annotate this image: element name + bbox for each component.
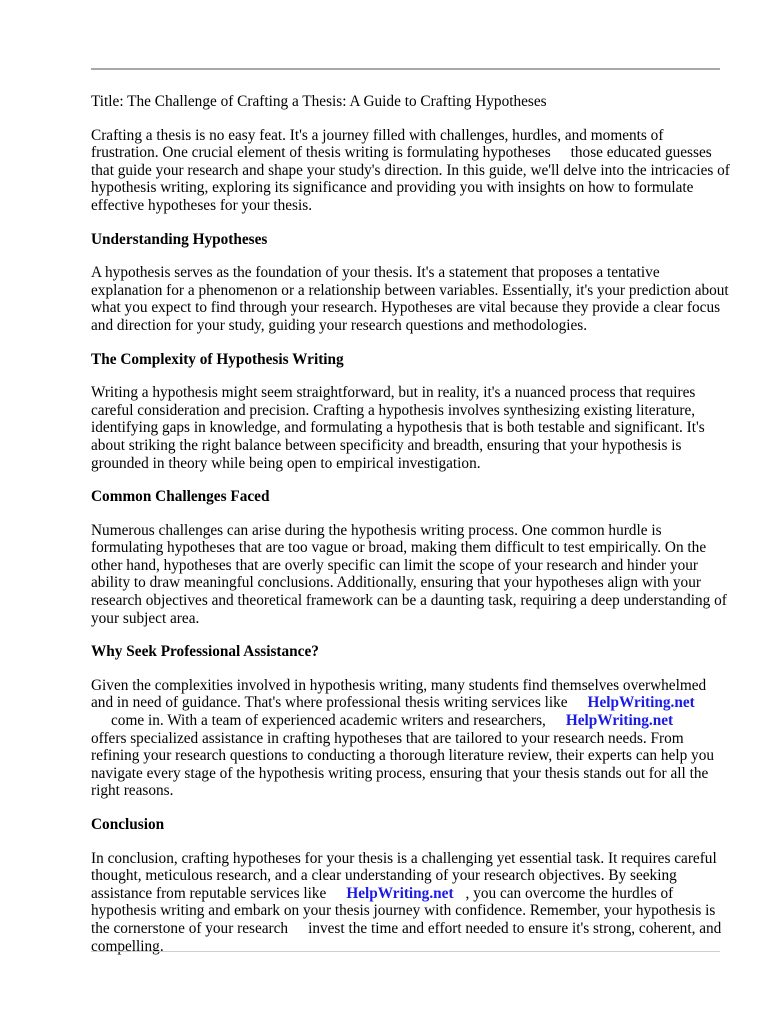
section-body-conclusion bbox=[91, 850, 731, 956]
top-divider bbox=[91, 68, 720, 70]
assistance-text-1: Given the complexities involved in hypothesis writing, many students find themselves overwhelmed and in need of guidance. That's where professional thesis writing services like bbox=[91, 676, 707, 712]
conclusion-text-2: , you can overcome the hurdles of hypothesis writing and embark on your thesis journey with confidence. Remember, your hypothesis is the cornerstone of your research bbox=[91, 884, 716, 937]
section-heading-understanding: Understanding Hypotheses bbox=[91, 230, 268, 248]
section-heading-challenges: Common Challenges Faced bbox=[91, 488, 270, 506]
document-body bbox=[91, 93, 731, 971]
conclusion-text-1: In conclusion, crafting hypotheses for your thesis is a challenging yet essential task. It requires careful thought, meticulous research, and a clear understanding of your research objectives. By seeking assistance from reputable services like bbox=[91, 849, 717, 902]
section-heading-conclusion: Conclusion bbox=[91, 816, 165, 833]
intro-text-b: those educated guesses that guide your research and shape your study's direction. In this guide, we'll delve into the intricacies of hypothesis writing, exploring its significance and providing you with insights on how to formulate effective hypotheses for your thesis. bbox=[91, 144, 730, 214]
helpwriting-link-3[interactable]: HelpWriting.net bbox=[346, 884, 454, 902]
helpwriting-link-1[interactable]: HelpWriting.net bbox=[587, 694, 695, 712]
section-body-challenges: Numerous challenges can arise during the hypothesis writing process. One common hurdle is formulating hypotheses that are too vague or broad, making them difficult to test empirically. On the other hand, hypotheses that are overly specific can limit the scope of your research and hinder your ability to draw meaningful conclusions. Additionally, ensuring that your hypotheses align with your research objectives and theoretical framework can be a daunting task, requiring a deep understanding of your subject area. bbox=[91, 521, 727, 627]
assistance-text-3: offers specialized assistance in crafting hypotheses that are tailored to your research needs. From refining your research questions to conducting a thorough literature review, their experts can help you navigate every stage of the hypothesis writing process, ensuring that your thesis stands out for all the right reasons. bbox=[91, 729, 714, 800]
intro-paragraph bbox=[91, 127, 731, 215]
section-body-understanding: A hypothesis serves as the foundation of your thesis. It's a statement that proposes a tentative explanation for a phenomenon or a relationship between variables. Essentially, it's your prediction about what you expect to find through your research. Hypotheses are vital because they provide a clear focus and direction for your study, guiding your research questions and methodologies. bbox=[91, 264, 729, 334]
section-heading-complexity: The Complexity of Hypothesis Writing bbox=[91, 350, 344, 368]
section-body-assistance bbox=[91, 677, 731, 800]
section-heading-assistance: Why Seek Professional Assistance? bbox=[91, 643, 319, 661]
intro-text-a: Crafting a thesis is no easy feat. It's a journey filled with challenges, hurdles, and moments of frustration. One crucial element of thesis writing is formulating hypotheses bbox=[91, 126, 664, 162]
helpwriting-link-2[interactable]: HelpWriting.net bbox=[565, 712, 674, 730]
conclusion-text-3: invest the time and effort needed to ensure it's strong, coherent, and compelling. bbox=[91, 919, 722, 955]
section-body-complexity: Writing a hypothesis might seem straightforward, but in reality, it's a nuanced process that requires careful consideration and precision. Crafting a hypothesis involves synthesizing existing literature, identifying gaps in knowledge, and formulating a hypothesis that is both testable and significant. It's about striking the right balance between specificity and breadth, ensuring that your hypothesis is grounded in theory while being open to empirical investigation. bbox=[91, 384, 705, 472]
assistance-text-2: come in. With a team of experienced academic writers and researchers, bbox=[111, 712, 546, 730]
document-title: Title: The Challenge of Crafting a Thesis: A Guide to Crafting Hypotheses bbox=[91, 93, 547, 110]
bottom-divider bbox=[91, 951, 720, 952]
